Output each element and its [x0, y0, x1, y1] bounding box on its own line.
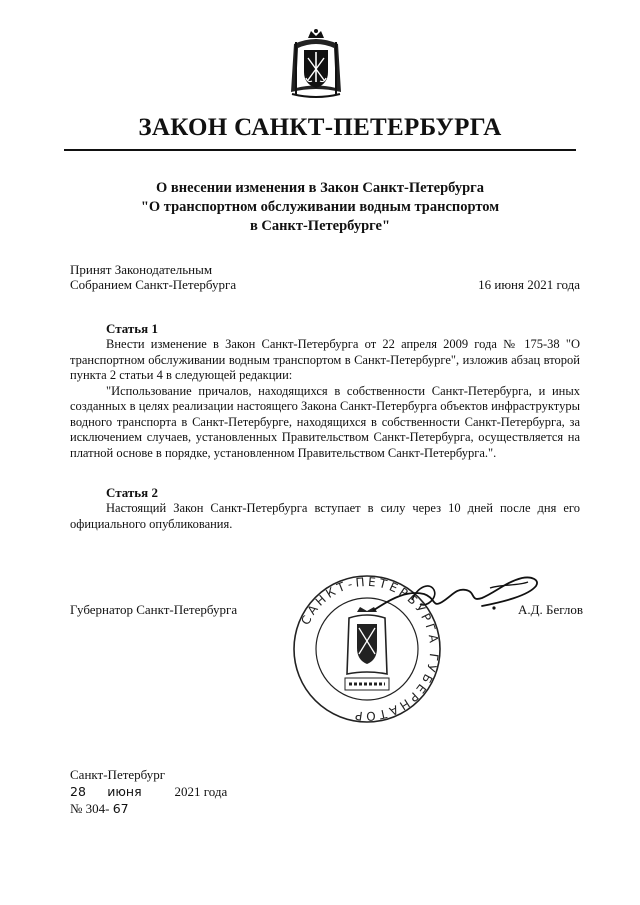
signing-month: июня [107, 784, 142, 799]
article-1-heading: Статья 1 [106, 321, 158, 336]
article-1-paragraph-1: Внести изменение в Закон Санкт-Петербурга от 22 апреля 2009 года № 175-38 "О транспортном обслуживании водным транспортом в Санкт-Петербурге", изложив абзац второй пункта 2 статьи 4 в следующей редакции: [70, 337, 580, 382]
governor-name: А.Д. Беглов [518, 602, 584, 617]
adopted-by [70, 262, 236, 292]
subject-line-2: "О транспортном обслуживании водным транспортом [140, 199, 500, 215]
law-number-value: 67 [112, 801, 129, 816]
adopted-by-line-1: Принят Законодательным [70, 262, 213, 277]
governor-title: Губернатор Санкт-Петербурга [70, 602, 238, 617]
signing-date [70, 783, 227, 800]
svg-text:САНКТ-ПЕТЕРБУРГА ГУБЕРНАТОР: САНКТ-ПЕТЕРБУРГА ГУБЕРНАТОР [298, 574, 442, 724]
signing-day: 28 [70, 784, 86, 799]
article-1-body [70, 337, 580, 461]
signing-year: 2021 года [174, 784, 228, 799]
document-title: ЗАКОН САНКТ-ПЕТЕРБУРГА [138, 114, 502, 141]
subject-line-1: О внесении изменения в Закон Санкт-Петербурга [155, 180, 484, 196]
article-2-paragraph-1: Настоящий Закон Санкт-Петербурга вступает в силу через 10 дней после дня его официального опубликования. [70, 501, 580, 531]
article-2-body [70, 501, 580, 532]
place-name: Санкт-Петербург [70, 767, 166, 782]
subject-line-3: в Санкт-Петербурге" [249, 218, 391, 234]
coat-of-arms-icon [286, 28, 346, 100]
article-2-heading: Статья 2 [106, 485, 158, 500]
adopted-by-line-2: Собранием Санкт-Петербурга [70, 277, 237, 292]
article-1-paragraph-2: "Использование причалов, находящихся в собственности Санкт-Петербурга, и иных созданных в целях реализации настоящего Закона Санкт-Петербурга объектов инфраструктуры водного транспорта в Санкт-Петербурге, находящихся в собственности Санкт-Петербурга, за исключением случаев, установленных Правительством Санкт-Петербурга, осуществляется на платной основе в порядке, установленном Правительством Санкт-Петербурга.". [70, 383, 580, 460]
adoption-date: 16 июня 2021 года [478, 277, 580, 292]
law-subject [80, 179, 560, 236]
law-number-prefix: № 304- [70, 801, 110, 816]
place-and-date [70, 766, 227, 817]
title-divider [64, 149, 576, 151]
law-number [70, 800, 227, 817]
